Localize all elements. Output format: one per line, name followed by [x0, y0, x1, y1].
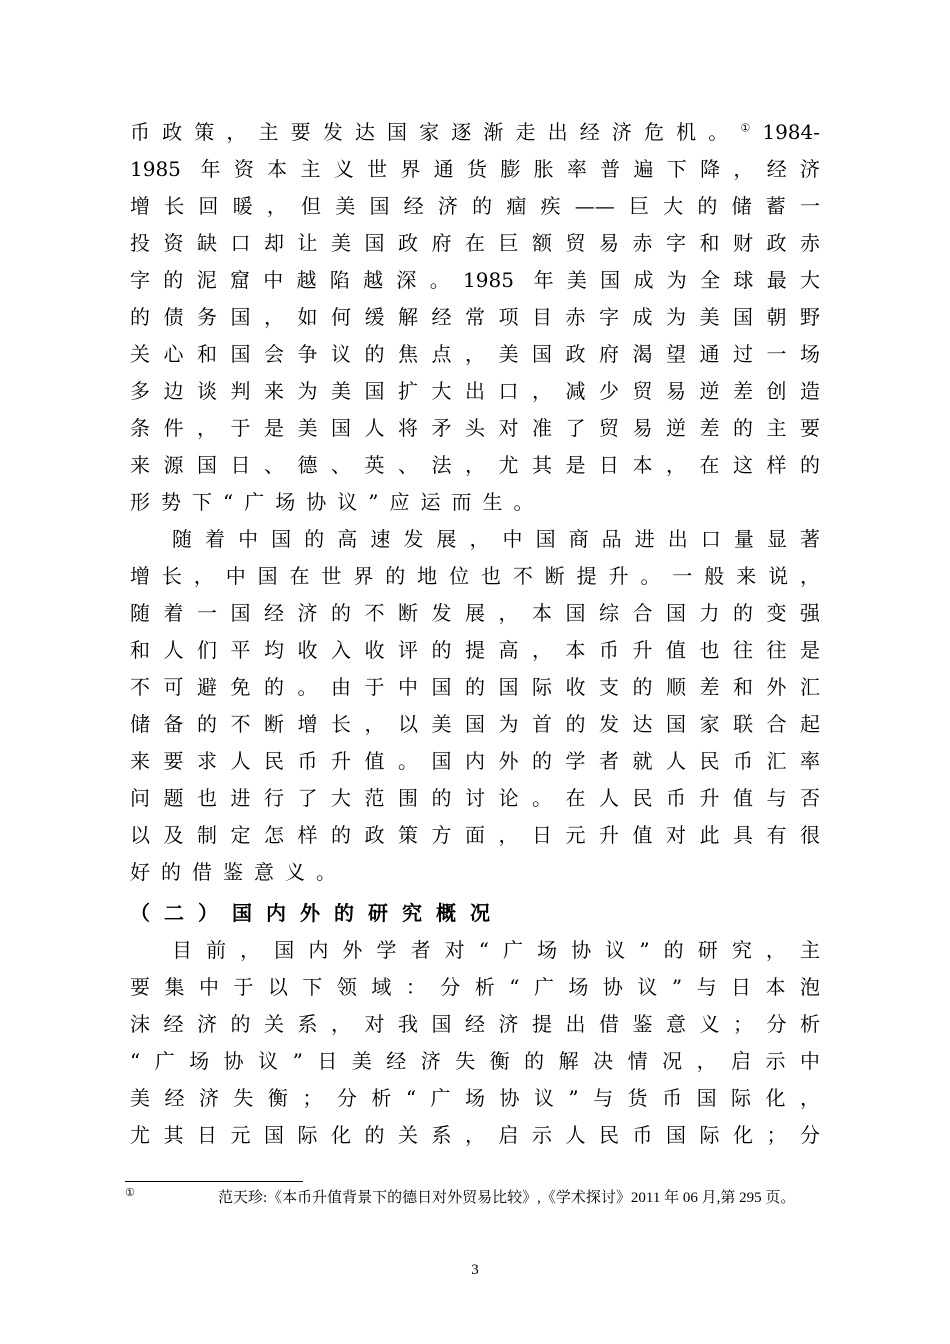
- body-line-20: 以及制定怎样的政策方面，日元升值对此具有很: [130, 823, 820, 847]
- body-line-21: 好的借鉴意义。: [130, 860, 347, 884]
- body-line-12: 随着中国的高速发展，中国商品进出口量显著: [172, 527, 820, 551]
- body-line-8: 多边谈判来为美国扩大出口，减少贸易逆差创造: [130, 379, 820, 403]
- body-line-19: 问题也进行了大范围的讨论。在人民币升值与否: [130, 786, 820, 810]
- body-line-14: 随着一国经济的不断发展，本国综合国力的变强: [130, 601, 820, 625]
- body-line-2: 1985 年资本主义世界通货膨胀率普遍下降，经济: [130, 157, 820, 181]
- footnote-divider: [125, 1181, 303, 1182]
- body-line-13: 增长，中国在世界的地位也不断提升。一般来说，: [130, 564, 820, 588]
- body-line-5: 字的泥窟中越陷越深。1985 年美国成为全球最大: [130, 268, 820, 292]
- body-line-24: 沫经济的关系，对我国经济提出借鉴意义；分析: [130, 1012, 820, 1036]
- body-line-3: 增长回暖，但美国经济的痼疾——巨大的储蓄一: [130, 194, 820, 218]
- footnote-marker: ①: [125, 1186, 135, 1199]
- page-number: 3: [471, 1262, 479, 1278]
- body-line-7: 关心和国会争议的焦点，美国政府渴望通过一场: [130, 342, 820, 366]
- body-line-26: 美经济失衡；分析“广场协议”与货币国际化，: [130, 1086, 820, 1110]
- body-line-18: 来要求人民币升值。国内外的学者就人民币汇率: [130, 749, 820, 773]
- body-line-9: 条件，于是美国人将矛头对准了贸易逆差的主要: [130, 416, 820, 440]
- body-line-6: 的债务国，如何缓解经常项目赤字成为美国朝野: [130, 305, 820, 329]
- section-heading: （二）国内外的研究概况: [130, 901, 504, 925]
- body-line-1: 币政策，主要发达国家逐渐走出经济危机。①1984-: [130, 120, 821, 144]
- footnote-reference[interactable]: ①: [740, 121, 763, 135]
- body-line-23: 要集中于以下领域：分析“广场协议”与日本泡: [130, 975, 820, 999]
- body-line-25: “广场协议”日美经济失衡的解决情况，启示中: [130, 1049, 820, 1073]
- body-line-11: 形势下“广场协议”应运而生。: [130, 490, 545, 514]
- footnote-text: 范天珍:《本币升值背景下的德日对外贸易比较》,《学术探讨》2011 年 06 月,第 295 页。: [218, 1190, 796, 1206]
- body-line-22: 目前，国内外学者对“广场协议”的研究，主: [172, 938, 820, 962]
- body-line-15: 和人们平均收入收评的提高，本币升值也往往是: [130, 638, 820, 662]
- body-line-27: 尤其日元国际化的关系，启示人民币国际化；分: [130, 1123, 820, 1147]
- body-line-10: 来源国日、德、英、法，尤其是日本，在这样的: [130, 453, 820, 477]
- body-line-16: 不可避免的。由于中国的国际收支的顺差和外汇: [130, 675, 820, 699]
- body-line-4: 投资缺口却让美国政府在巨额贸易赤字和财政赤: [130, 231, 820, 255]
- body-line-17: 储备的不断增长，以美国为首的发达国家联合起: [130, 712, 820, 736]
